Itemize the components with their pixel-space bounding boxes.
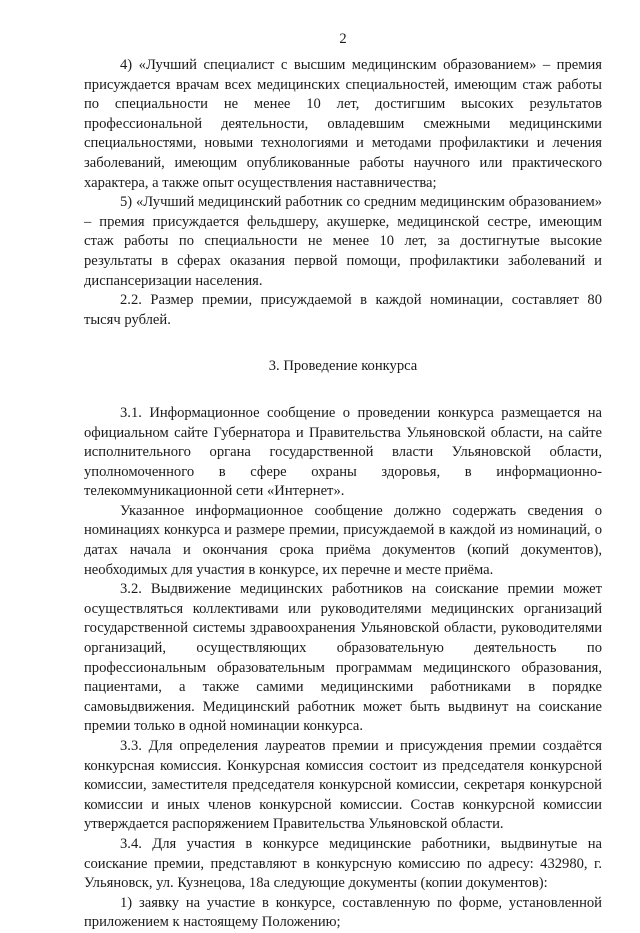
nomination-4-paragraph: 4) «Лучший специалист с высшим медицинским образованием» – премия присуждается врачам всех медицинских специальностей, имеющим стаж работы по специальности не менее 10 лет, достигшим высоких результатов профессиональной деятельности, овладевшим смежными медицинскими специальностями, новыми технологиями и методами профилактики и лечения заболеваний, имеющим опубликованные работы научного или практического характера, а также опыт осуществления наставничества;	[84, 57, 602, 191]
document-list-item-1: 1) заявку на участие в конкурсе, составленную по форме, установленной приложением к настоящему Положению;	[84, 894, 602, 931]
nomination-5-paragraph: 5) «Лучший медицинский работник со средним медицинским образованием» – премия присуждается фельдшеру, акушерке, медицинской сестре, имеющим стаж работы по специальности не менее 10 лет, за достигнутые высокие результаты в сферах оказания первой помощи, профилактики заболеваний и диспансеризации населения.	[84, 194, 602, 289]
clause-3-1-paragraph: 3.1. Информационное сообщение о проведении конкурса размещается на официальном сайте Губернатора и Правительства Ульяновской области, на сайте исполнительного органа государственной власти Ульяновской области, уполномоченного в сфере охраны здоровья, в информационно-телекоммуникационной сети «Интернет».	[84, 404, 602, 500]
page-number: 2	[339, 31, 347, 47]
section-heading: 3. Проведение конкурса	[268, 358, 418, 375]
clause-3-3-paragraph: 3.3. Для определения лауреатов премии и присуждения премии создаётся конкурсная комиссия. Конкурсная комиссия состоит из председателя конкурсной комиссии, заместителя председателя конкурсной комиссии, секретаря конкурсной комиссии и иных членов конкурсной комиссии. Состав конкурсной комиссии утверждается распоряжением Правительства Ульяновской области.	[84, 738, 602, 833]
announcement-content-paragraph: Указанное информационное сообщение должно содержать сведения о номинациях конкурса и размере премии, присуждаемой в каждой из номинаций, о датах начала и окончания срока приёма документов (копий документов), необходимых для участия в конкурсе, их перечне и месте приёма.	[84, 502, 602, 578]
document-page	[84, 30, 602, 933]
clause-3-4-paragraph: 3.4. Для участия в конкурсе медицинские работники, выдвинутые на соискание премии, представляют в конкурсную комиссию по адресу: 432980, г. Ульяновск, ул. Кузнецова, 18а следующие документы (копии документов):	[84, 835, 602, 892]
prize-amount-paragraph: 2.2. Размер премии, присуждаемой в каждой номинации, составляет 80 тысяч рублей.	[84, 292, 602, 328]
clause-3-2-paragraph: 3.2. Выдвижение медицинских работников на соискание премии может осуществляться коллективами или руководителями медицинских организаций государственной системы здравоохранения Ульяновской области, руководителями организаций, осуществляющих образовательную деятельность по профессиональным образовательным программам медицинского образования, пациентами, а также самими медицинскими работниками в порядке самовыдвижения. Медицинский работник может быть выдвинут на соискание премии только в одной номинации конкурса.	[84, 581, 602, 735]
